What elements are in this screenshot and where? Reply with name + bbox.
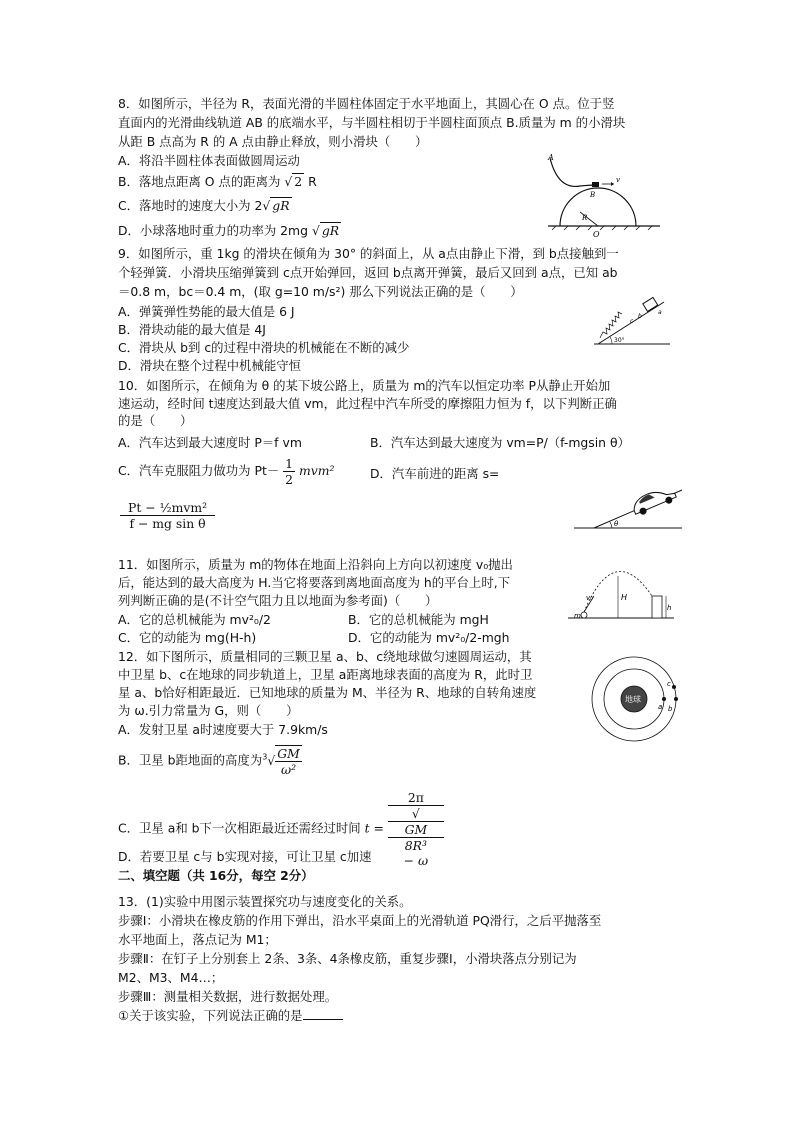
q10-option-c-term: mvm² (299, 463, 335, 478)
q9-option-a: A．弹簧弹性势能的最大值是 6 J (118, 304, 295, 319)
q12-label-c: c (667, 680, 671, 688)
q8-label-o: O (593, 230, 600, 238)
q8-option-b-unit: R (308, 174, 317, 189)
q8-half-cylinder (560, 188, 636, 226)
q12-option-c-text: C．卫星 a和 b下一次相距最近还需经过时间 (118, 820, 361, 836)
q11-option-a: A．它的总机械能为 mv²₀/2 (118, 612, 271, 627)
q9-stem-line1: 9．如图所示，重 1kg 的滑块在倾角为 30° 的斜面上，从 a点由静止下滑，到 b点接触到一 (118, 246, 619, 261)
q10-half-den: 2 (285, 472, 294, 487)
q9-stem-line2: 个轻弹簧．小滑块压缩弹簧到 c点开始弹回，返回 b点离开弹簧，最后又回到 a点，已知 ab (118, 265, 618, 280)
q8-figure (540, 150, 670, 238)
q12-b-num: GM (277, 746, 300, 761)
q13-line1: 13．(1)实验中用图示装置探究功与速度变化的关系。 (118, 894, 412, 909)
q12-option-d: D．若要卫星 c与 b实现对接，可让卫星 c加速 (118, 849, 372, 864)
q9-label-a: a (658, 309, 662, 316)
q12-c-den-frac (388, 821, 444, 853)
q9-spring (600, 312, 622, 338)
q12-figure (590, 655, 678, 743)
q12-option-b-text: B．卫星 b距地面的高度为 (118, 752, 263, 768)
q9-option-b: B．滑块动能的最大值是 4J (118, 322, 266, 337)
q8-option-c-text: C．落地时的速度大小为 2 (118, 198, 263, 213)
q11-stem-line2: 后，能达到的最大高度为 H.当它将要落到离地面高度为 h的平台上时,下 (118, 575, 511, 590)
q8-stem-line1: 8．如图所示，半径为 R，表面光滑的半圆柱体固定于水平地面上，其圆心在 O 点。位于竖 (118, 96, 615, 111)
q12-c-minus: − ω (403, 853, 429, 868)
q12-c-den: √ GM 8R³ − ω (388, 806, 444, 868)
q10-option-c (118, 456, 334, 487)
q9-label-angle: 30° (614, 337, 625, 344)
q10-stem-line2: 速运动，经时间 t速度达到最大值 vm，此过程中汽车所受的摩擦阻力恒为 f，以下判断正确 (118, 396, 617, 411)
q11-stem-line1: 11．如图所示，质量为 m的物体在地面上沿斜向上方向以初速度 v₀抛出 (118, 557, 513, 572)
q12-option-b-frac (275, 745, 302, 777)
q8-option-b-sqrt: √ 2 (284, 174, 303, 189)
q12-sat-a (662, 697, 666, 701)
q8-option-c-sqrt: √ gR (262, 198, 290, 213)
q13-line5: M2、M3、M4…； (118, 970, 224, 985)
q8-label-b: B (590, 191, 596, 199)
q11-option-d: D．它的动能为 mv²₀/2-mgh (348, 630, 510, 645)
q10-option-b: B．汽车达到最大速度为 vm=P/（f-mgsin θ） (370, 435, 630, 450)
q12-c-rad-den: 8R³ (404, 838, 427, 853)
q8-option-c (118, 197, 292, 215)
q13-line6: 步骤Ⅲ：测量相关数据，进行数据处理。 (118, 989, 338, 1004)
q12-sat-c (672, 685, 676, 689)
q8-track-curve (550, 158, 598, 186)
q8-stem-line3: 从距 B 点高为 R 的 A 点由静止释放，则小滑块（ ） (118, 134, 428, 149)
q11-label-m: m (574, 612, 581, 620)
q9-block (643, 297, 658, 311)
q12-stem-line4: 为 ω.引力常量为 G，则（ ） (118, 703, 299, 718)
q10-option-d-fraction (120, 500, 215, 531)
q10-option-c-half (283, 456, 295, 487)
q11-platform (652, 596, 662, 618)
q8-block (592, 182, 599, 187)
q8-option-b (118, 173, 317, 191)
q11-label-h: h (667, 604, 672, 612)
q12-b-den: ω² (280, 762, 297, 777)
q11-ball (581, 612, 587, 618)
q10-stem-line1: 10．如图所示，在倾角为 θ 的某下坡公路上，质量为 m的汽车以恒定功率 P从静止开始加 (118, 378, 611, 393)
q11-figure (566, 560, 676, 622)
q9-option-d: D．滑块在整个过程中机械能守恒 (118, 358, 302, 373)
q8-option-d (118, 222, 341, 240)
q8-label-v: v (616, 176, 620, 184)
q12-option-b-root: √ $\frac{GM}{\text{ω²}}$ (267, 746, 300, 777)
q12-stem-line1: 12．如下图所示，质量相同的三颗卫星 a、b、c绕地球做匀速圆周运动，其 (118, 649, 532, 664)
q12-sat-b (674, 697, 678, 701)
section-fill-in-heading: 二、填空题（共 16分，每空 2分） (118, 868, 314, 883)
q12-stem-line2: 中卫星 b、c在地球的同步轨道上，卫星 a距离地球表面的高度为 R，此时卫 (118, 667, 533, 682)
q10-car (630, 484, 677, 517)
q8-option-b-text: B．落地点距离 O 点的距离为 (118, 174, 281, 189)
q8-stem-line2: 直面内的光滑曲线轨道 AB 的底端水平，与半圆柱相切于半圆柱面顶点 B.质量为 m 的小滑块 (118, 115, 626, 130)
q8-option-b-radicand: 2 (294, 174, 303, 189)
q9-figure (592, 288, 672, 348)
q12-option-b-index: 3 (262, 752, 268, 762)
q8-option-a: A．将沿半圆柱体表面做圆周运动 (118, 153, 300, 168)
q12-option-c-frac (388, 790, 444, 868)
q9-label-b: b (638, 313, 642, 320)
q10-option-c-text: C．汽车克服阻力做功为 Pt－ (118, 463, 280, 478)
q10-figure (574, 470, 684, 532)
q10-option-a: A．汽车达到最大速度时 P＝f vm (118, 435, 302, 450)
q13-answer-blank[interactable] (303, 1007, 343, 1020)
q9-option-c: C．滑块从 b到 c的过程中滑块的机械能在不断的减少 (118, 340, 410, 355)
q12-c-num: 2π (388, 790, 444, 806)
q11-option-c: C．它的动能为 mg(H-h) (118, 630, 257, 645)
q10-d-frac (120, 500, 215, 531)
q10-stem-line3: 的是（ ） (118, 413, 193, 428)
q8-label-r: R (582, 214, 588, 222)
q10-option-d: D．汽车前进的距离 s= (370, 466, 500, 481)
q8-option-d-sqrt: √ gR (311, 223, 340, 238)
q8-label-a: A (548, 153, 554, 162)
q8-option-d-radicand: gR (321, 223, 340, 238)
q12-stem-line3: 星 a、b恰好相距最近．已知地球的质量为 M、半径为 R、地球的自转角速度 (118, 685, 537, 700)
q12-option-a: A．发射卫星 a时速度要大于 7.9km/s (118, 722, 328, 737)
q12-label-earth: 地球 (625, 695, 641, 704)
q12-option-c-t: t = (364, 820, 384, 836)
q11-option-b: B．它的总机械能为 mgH (348, 612, 489, 627)
q8-option-d-text: D．小球落地时重力的功率为 2mg (118, 223, 308, 238)
q12-label-a: a (658, 703, 663, 711)
q10-d-frac-top: Pt − ½mvm² (120, 500, 215, 516)
q11-stem-line3: 列判断正确的是(不计空气阻力且以地面为参考面)（ ） (118, 593, 438, 608)
q13-line4: 步骤Ⅱ：在钉子上分别套上 2条、3条、4条橡皮筋，重复步骤Ⅰ，小滑块落点分别记为 (118, 951, 577, 966)
q8-option-c-radicand: gR (272, 198, 290, 213)
q13-line2: 步骤Ⅰ：小滑块在橡皮筋的作用下弹出，沿水平桌面上的光滑轨道 PQ滑行，之后平抛落至 (118, 913, 602, 928)
q13-line7 (118, 1007, 343, 1025)
q9-stem-line3: ＝0.8 m，bc＝0.4 m，(取 g=10 m/s²) 那么下列说法正确的是（ ） (118, 284, 523, 299)
q10-label-theta: θ (614, 520, 619, 528)
q13-line7-text: ①关于该实验，下列说法正确的是 (118, 1008, 303, 1023)
q9-label-c: c (630, 318, 634, 325)
q11-label-v0: v₀ (586, 594, 593, 602)
q12-c-rad-num: GM (388, 822, 444, 838)
q12-option-b (118, 745, 302, 777)
q13-line3: 水平地面上，落点记为 M1； (118, 932, 277, 947)
q10-d-frac-bottom: f − mg sin θ (129, 516, 206, 531)
q8-ground-hatch (552, 226, 652, 230)
q11-label-bigh: H (621, 593, 628, 602)
q10-half-num: 1 (285, 456, 294, 471)
q12-label-b: b (668, 705, 673, 713)
